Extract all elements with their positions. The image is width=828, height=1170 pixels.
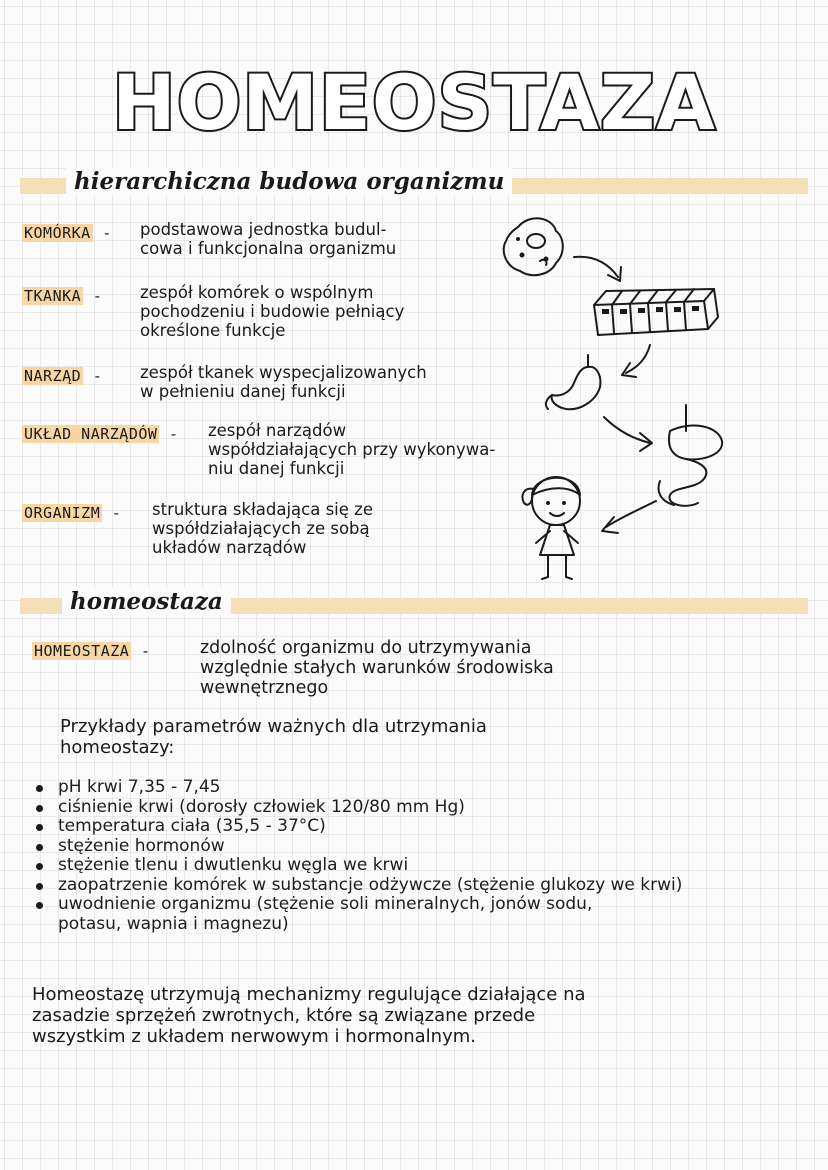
list-item: temperatura ciała (35,5 - 37°C) bbox=[32, 817, 802, 837]
definition-homeostaza: zdolność organizmu do utrzymywania względnie stałych warunków środowiska wewnętrznego bbox=[200, 638, 554, 698]
tissue-icon bbox=[594, 289, 718, 335]
list-item: zaopatrzenie komórek w substancje odżywcze (stężenie glukozy we krwi) bbox=[32, 876, 802, 896]
arrow-icon bbox=[574, 257, 621, 281]
arrow-icon bbox=[622, 345, 650, 377]
digestive-system-icon bbox=[659, 405, 723, 506]
definition-tkanka: zespół komórek o wspólnym pochodzeniu i budowie pełniący określone funkcje bbox=[140, 283, 405, 340]
page-title: HOMEOSTAZA bbox=[112, 58, 716, 147]
definition-organizm: struktura składająca się ze współdziałających ze sobą układów narządów bbox=[152, 500, 373, 557]
list-item: uwodnienie organizmu (stężenie soli mineralnych, jonów sodu, potasu, wapnia i magnezu) bbox=[32, 895, 802, 934]
list-item: pH krwi 7,35 - 7,45 bbox=[32, 778, 802, 798]
arrow-icon bbox=[604, 417, 652, 451]
list-item: ciśnienie krwi (dorosły człowiek 120/80 mm Hg) bbox=[32, 798, 802, 818]
term-narzad: NARZĄD - bbox=[24, 367, 103, 385]
hierarchy-illustration bbox=[490, 205, 820, 600]
arrow-icon bbox=[602, 501, 656, 533]
stomach-icon bbox=[546, 355, 600, 409]
term-homeostaza: HOMEOSTAZA - bbox=[34, 642, 151, 660]
girl-icon bbox=[522, 477, 580, 579]
definition-komorka: podstawowa jednostka budul- cowa i funkcjonalna organizmu bbox=[140, 220, 397, 258]
section-heading-homeostaza: homeostaza bbox=[62, 588, 231, 615]
term-komorka: KOMÓRKA - bbox=[24, 224, 112, 242]
examples-intro: Przykłady parametrów ważnych dla utrzymania homeostazy: bbox=[60, 716, 487, 758]
list-item: stężenie hormonów bbox=[32, 837, 802, 857]
section-heading-hierarchy: hierarchiczna budowa organizmu bbox=[66, 168, 512, 195]
parameters-list bbox=[32, 778, 802, 934]
list-item: stężenie tlenu i dwutlenku węgla we krwi bbox=[32, 856, 802, 876]
definition-narzad: zespół tkanek wyspecjalizowanych w pełnieniu danej funkcji bbox=[140, 363, 427, 401]
closing-paragraph: Homeostazę utrzymują mechanizmy regulujące działające na zasadzie sprzężeń zwrotnych, które są związane przede wszystkim z układem nerwowym i hormonalnym. bbox=[32, 984, 586, 1047]
term-uklad-narzadow: UKŁAD NARZĄDÓW - bbox=[24, 425, 179, 443]
cell-icon bbox=[504, 218, 563, 275]
term-organizm: ORGANIZM - bbox=[24, 504, 122, 522]
term-tkanka: TKANKA - bbox=[24, 287, 103, 305]
definition-uklad-narzadow: zespół narządów współdziałających przy wykonywa- niu danej funkcji bbox=[208, 421, 496, 478]
